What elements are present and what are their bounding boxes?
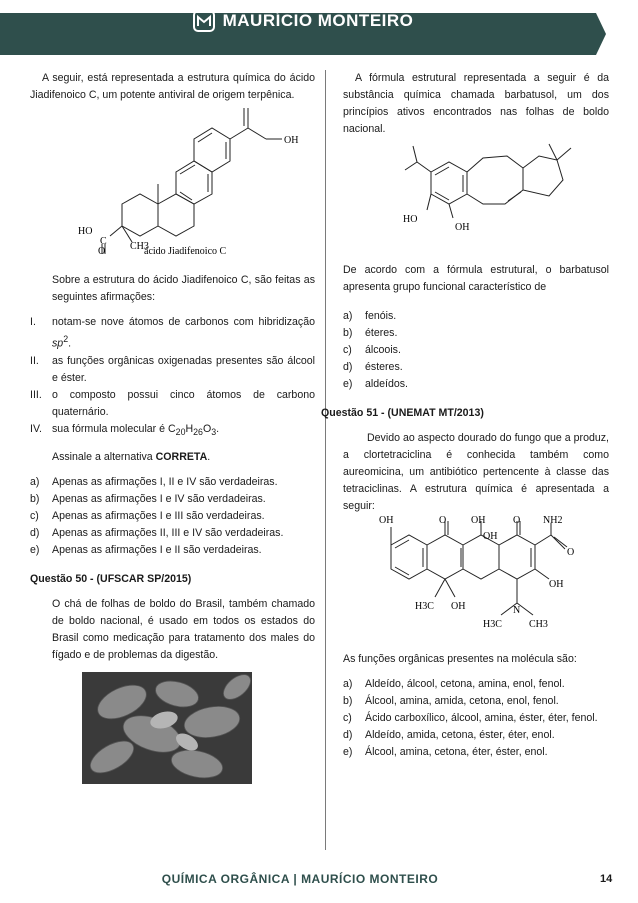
question-50-text: O chá de folhas de boldo do Brasil, também chamado de boldo nacional, é usado em todos os estados do Brasil como medicação para tratamento dos males do fígado e de problemas da digestão. (52, 597, 315, 661)
label-h3c2: H3C (483, 619, 502, 630)
option-c[interactable]: c) álcoois. (343, 344, 401, 356)
option-c[interactable]: c) Apenas as afirmações I e III são verdadeiras. (30, 509, 265, 522)
intro-text: A seguir, está representada a estrutura química do ácido Jiadifenoico C, um potente antiviral de origem terpênica. (30, 72, 315, 101)
footer-title: QUÍMICA ORGÂNICA | MAURÍCIO MONTEIRO (161, 872, 439, 886)
q51-prompt: As funções orgânicas presentes na molécula são: (343, 653, 577, 665)
footer (0, 868, 638, 892)
statement-key: I. (30, 316, 36, 328)
header-content (0, 0, 606, 42)
label-oh1: OH (379, 515, 394, 526)
label-o: O (98, 246, 106, 254)
label-o3: O (567, 547, 575, 558)
statement-key: IV. (30, 422, 42, 435)
barbatusol-structure (343, 138, 609, 248)
brand-name: MAURÍCIO MONTEIRO (222, 11, 414, 30)
option-c[interactable]: c) Ácido carboxílico, álcool, amina, éster, éter, fenol. (343, 712, 598, 724)
option-b[interactable]: b) Álcool, amina, amida, cetona, enol, fenol. (343, 695, 559, 707)
label-nh2: NH2 (543, 515, 563, 526)
jiadifenoic-structure (30, 104, 315, 254)
question-50-title: Questão 50 - (UFSCAR SP/2015) (30, 572, 192, 585)
option-a[interactable]: a) Apenas as afirmações I, II e IV são verdadeiras. (30, 475, 278, 488)
option-d[interactable]: d) Apenas as afirmações II, III e IV são verdadeiras. (30, 526, 284, 539)
label-c: C (100, 236, 107, 247)
option-e[interactable]: e) aldeídos. (343, 378, 408, 390)
question-51-title: Questão 51 - (UNEMAT MT/2013) (321, 407, 484, 419)
label-oh2: OH (471, 515, 486, 526)
logo-icon (193, 10, 215, 32)
statement-item: I. notam-se nove átomos de carbonos com hibridização $sp^2$. (30, 314, 315, 353)
q50-options (343, 308, 609, 393)
statement-text: as funções orgânicas oxigenadas presentes são álcool e éster. (52, 354, 315, 384)
label-oh: OH (455, 222, 470, 233)
label-ch3: CH3 (130, 241, 149, 252)
label-h3c: H3C (415, 601, 434, 612)
statement-item (30, 387, 315, 421)
statements-prompt: Sobre a estrutura do ácido Jiadifenoico C, são feitas as seguintes afirmações: (52, 274, 315, 303)
tetracycline-structure (343, 515, 609, 645)
label-oh3: OH (483, 531, 498, 542)
left-column (30, 70, 315, 790)
statement-key: II. (30, 354, 39, 367)
statement-text: o composto possui cinco átomos de carbono quaternário. (52, 388, 315, 418)
q49-options (30, 474, 315, 559)
option-b[interactable]: b) Apenas as afirmações I e IV são verdadeiras. (30, 492, 266, 505)
structure-caption: ácido Jiadifenoico C (144, 246, 227, 254)
label-oh4: OH (549, 579, 564, 590)
q50-prompt: De acordo com a fórmula estrutural, o barbatusol apresenta grupo funcional característico de (343, 264, 609, 293)
option-e[interactable]: e) Apenas as afirmações I e II são verdadeiras. (30, 543, 262, 556)
question-51-text: Devido ao aspecto dourado do fungo que a produz, a clortetraciclina é conhecida também como aureomicina, um antibiótico pertencente à classe das tetraciclinas. A estrutura química é apresentada a seguir: (343, 432, 609, 512)
statement-item (30, 353, 315, 387)
boldo-leaves-photo (82, 672, 252, 784)
label-oh: OH (284, 135, 299, 146)
q50-continuation: A fórmula estrutural representada a seguir é da substância química chamada barbatusol, um dos princípios ativos encontrados nas folhas de boldo nacional. (343, 72, 609, 135)
option-b[interactable]: b) éteres. (343, 327, 398, 339)
label-oh5: OH (451, 601, 466, 612)
label-ho: HO (403, 214, 418, 225)
option-e[interactable]: e) Álcool, amina, cetona, éter, éster, enol. (343, 746, 548, 758)
page-number: 14 (600, 873, 613, 885)
option-a[interactable]: a) fenóis. (343, 310, 397, 322)
label-ch3: CH3 (529, 619, 548, 630)
q51-options (343, 676, 609, 761)
option-a[interactable]: a) Aldeído, álcool, cetona, amina, enol, fenol. (343, 678, 565, 690)
label-ho: HO (78, 226, 93, 237)
label-n: N (513, 605, 521, 616)
right-column (321, 70, 609, 761)
label-o1: O (439, 515, 447, 526)
option-d[interactable]: d) Aldeído, amida, cetona, éster, éter, enol. (343, 729, 555, 741)
statements-list (30, 314, 315, 441)
statement-item: IV. sua fórmula molecular é $C_{20}H_{26}O_3$. (30, 421, 315, 441)
label-o2: O (513, 515, 521, 526)
option-d[interactable]: d) ésteres. (343, 361, 403, 373)
column-divider (325, 70, 326, 850)
statement-key: III. (30, 388, 42, 401)
assinale-text: Assinale a alternativa CORRETA. (52, 450, 211, 463)
